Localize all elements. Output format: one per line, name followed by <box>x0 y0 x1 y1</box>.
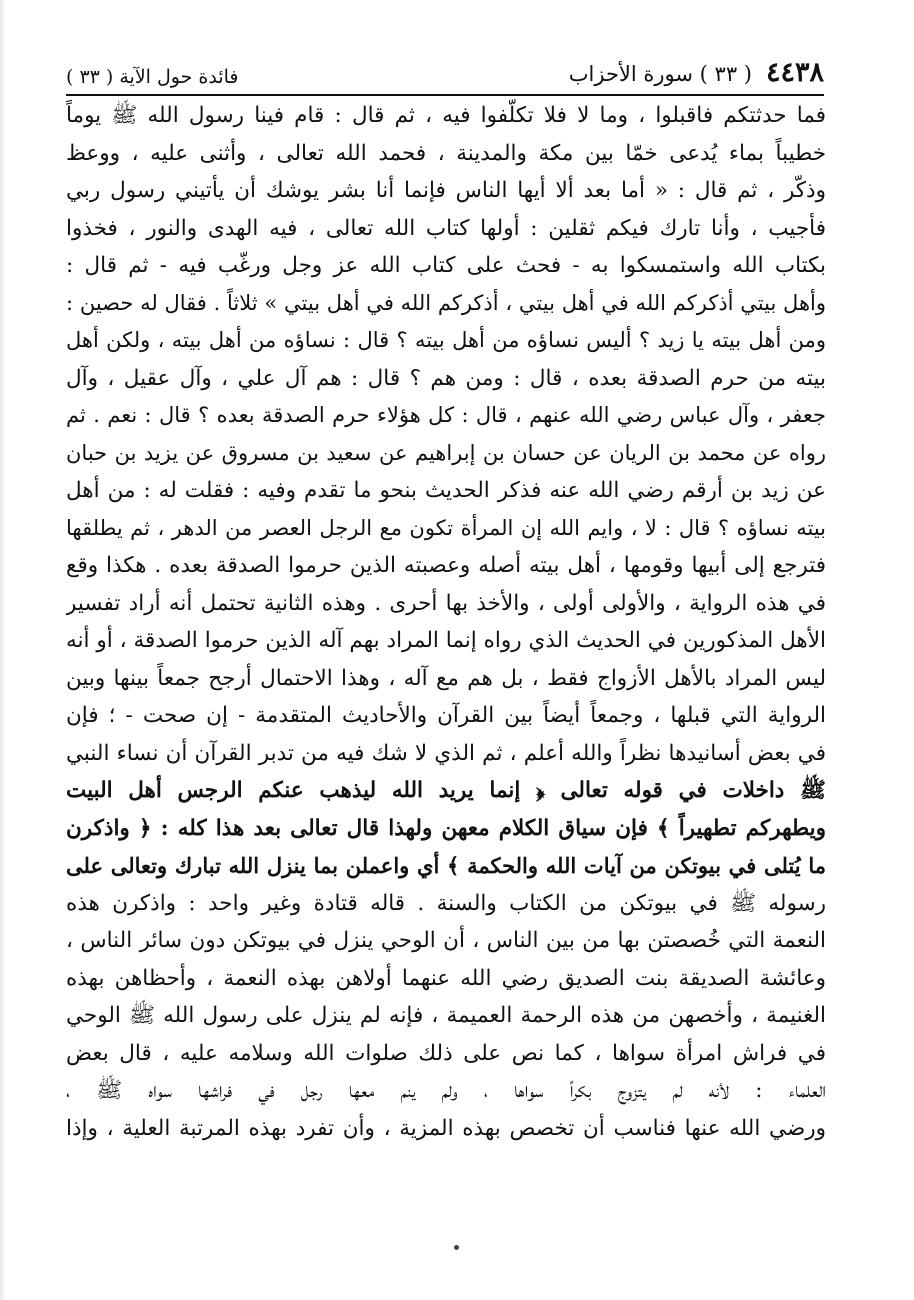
surah-name: ( ٣٣ ) سورة الأحزاب <box>568 62 752 86</box>
text-line: النعمة التي خُصصتن بها من بين الناس ، أن الوحي ينزل في بيوتكن دون سائر الناس ، <box>66 928 826 953</box>
page-number: ٤٤٣٨ <box>765 57 824 88</box>
text-line: فأجيب ، وأنا تارك فيكم ثقلين : أولها كتاب الله تعالى ، فيه الهدى والنور ، فخذوا <box>66 215 826 241</box>
text-line: الغنيمة ، وأخصهن من هذه الرحمة العميمة ، فإنه لم ينزل على رسول الله ﷺ الوحي <box>66 1003 826 1028</box>
footer-dot <box>454 1245 459 1250</box>
text-line: بيته نساؤه ؟ قال : لا ، وايم الله إن المرأة تكون مع الرجل العصر من الدهر ، ثم يطلقها <box>66 515 826 540</box>
quran-verse-line: ﷺ داخلات في قوله تعالى ﴿ إنما يريد الله ليذهب عنكم الرجس أهل البيت <box>66 778 826 803</box>
text-line: بيته من حرم الصدقة بعده ، قال : ومن هم ؟ قال : هم آل علي ، وآل عقيل ، وآل <box>66 365 826 391</box>
text-line: بكتاب الله واستمسكوا به - فحث على كتاب الله عز وجل ورغّب فيه - ثم قال : <box>66 253 826 278</box>
body-text <box>66 97 826 1147</box>
text-line: الرواية التي قبلها ، وجمعاً أيضاً بين القرآن والأحاديث المتقدمة - إن صحت - ؛ فإن <box>66 703 826 728</box>
scan-edge <box>0 0 6 1300</box>
running-title: فائدة حول الآية ( ٣٣ ) <box>66 66 239 88</box>
quran-verse-line: ويطهركم تطهيراً ﴾ فإن سياق الكلام معهن ولهذا قال تعالى بعد هذا كله : ﴿ واذكرن <box>66 815 826 841</box>
text-line: عن زيد بن أرقم رضي الله عنه فذكر الحديث بنحو ما تقدم وفيه : فقلت له : من أهل <box>66 478 826 503</box>
text-line: الأهل المذكورين في الحديث الذي رواه إنما المراد بهم آله الذين حرموا الصدقة ، أو أنه <box>66 628 826 653</box>
text-line: في هذه الرواية ، والأولى أولى ، والأخذ بها أحرى . وهذه الثانية تحتمل أنه أراد تفسير <box>66 590 826 616</box>
text-line: في بعض أسانيدها نظراً والله أعلم ، ثم الذي لا شك فيه من تدبر القرآن أن نساء النبي <box>66 740 826 766</box>
text-line: فترجع إلى أبيها وقومها ، أهل بيته أصله وعصبته الذين حرموا الصدقة بعده . هكذا وقع <box>66 553 826 578</box>
quran-verse-line: ما يُتلى في بيوتكن من آيات الله والحكمة ﴾ أي واعملن بما ينزل الله تبارك وتعالى على <box>66 853 826 878</box>
page-header <box>66 52 824 96</box>
text-line: رسوله ﷺ في بيوتكن من الكتاب والسنة . قاله قتادة وغير واحد : واذكرن هذه <box>66 890 826 916</box>
text-line: العلماء : لأنه لم يتزوج بكراً سواها ، ولم ينم معها رجل في فراشها سواه ﷺ ، <box>66 1078 826 1103</box>
text-line: جعفر ، وآل عباس رضي الله عنهم ، قال : كل هؤلاء حرم الصدقة بعده ؟ قال : نعم . ثم <box>66 403 826 427</box>
text-line: فما حدثتكم فاقبلوا ، وما لا فلا تكلّفوا فيه ، ثم قال : قام فينا رسول الله ﷺ يوماً <box>66 103 826 128</box>
text-line: خطيباً بماء يُدعى خمّا بين مكة والمدينة ، فحمد الله تعالى ، وأثنى عليه ، ووعظ <box>66 140 826 166</box>
text-line: في فراش امرأة سواها ، كما نص على ذلك صلوات الله وسلامه عليه ، قال بعض <box>66 1040 826 1066</box>
text-line: ومن أهل بيته يا زيد ؟ أليس نساؤه من أهل بيته ؟ قال : نساؤه من أهل بيته ، ولكن أهل <box>66 328 826 352</box>
header-right-group <box>569 57 824 88</box>
text-line: وأهل بيتي أذكركم الله في أهل بيتي ، أذكركم الله في أهل بيتي » ثلاثاً . فقال له حصين : <box>66 290 826 315</box>
text-line: وذكّر ، ثم قال : « أما بعد ألا أيها الناس فإنما أنا بشر يوشك أن يأتيني رسول ربي <box>66 178 826 203</box>
text-line: وعائشة الصديقة بنت الصديق رضي الله عنهما أولاهن بهذه النعمة ، وأحظاهن بهذه <box>66 965 826 991</box>
text-line: ليس المراد بالأهل الأزواج فقط ، بل هم مع آله ، وهذا الاحتمال أرجح جمعاً بينها وبين <box>66 665 826 691</box>
text-line: ورضي الله عنها فناسب أن تخصص بهذه المزية ، وأن تفرد بهذه المرتبة العلية ، وإذا <box>66 1115 826 1141</box>
text-line: رواه عن محمد بن الريان عن حسان بن إبراهيم عن سعيد بن مسروق عن يزيد بن حبان <box>66 440 826 465</box>
